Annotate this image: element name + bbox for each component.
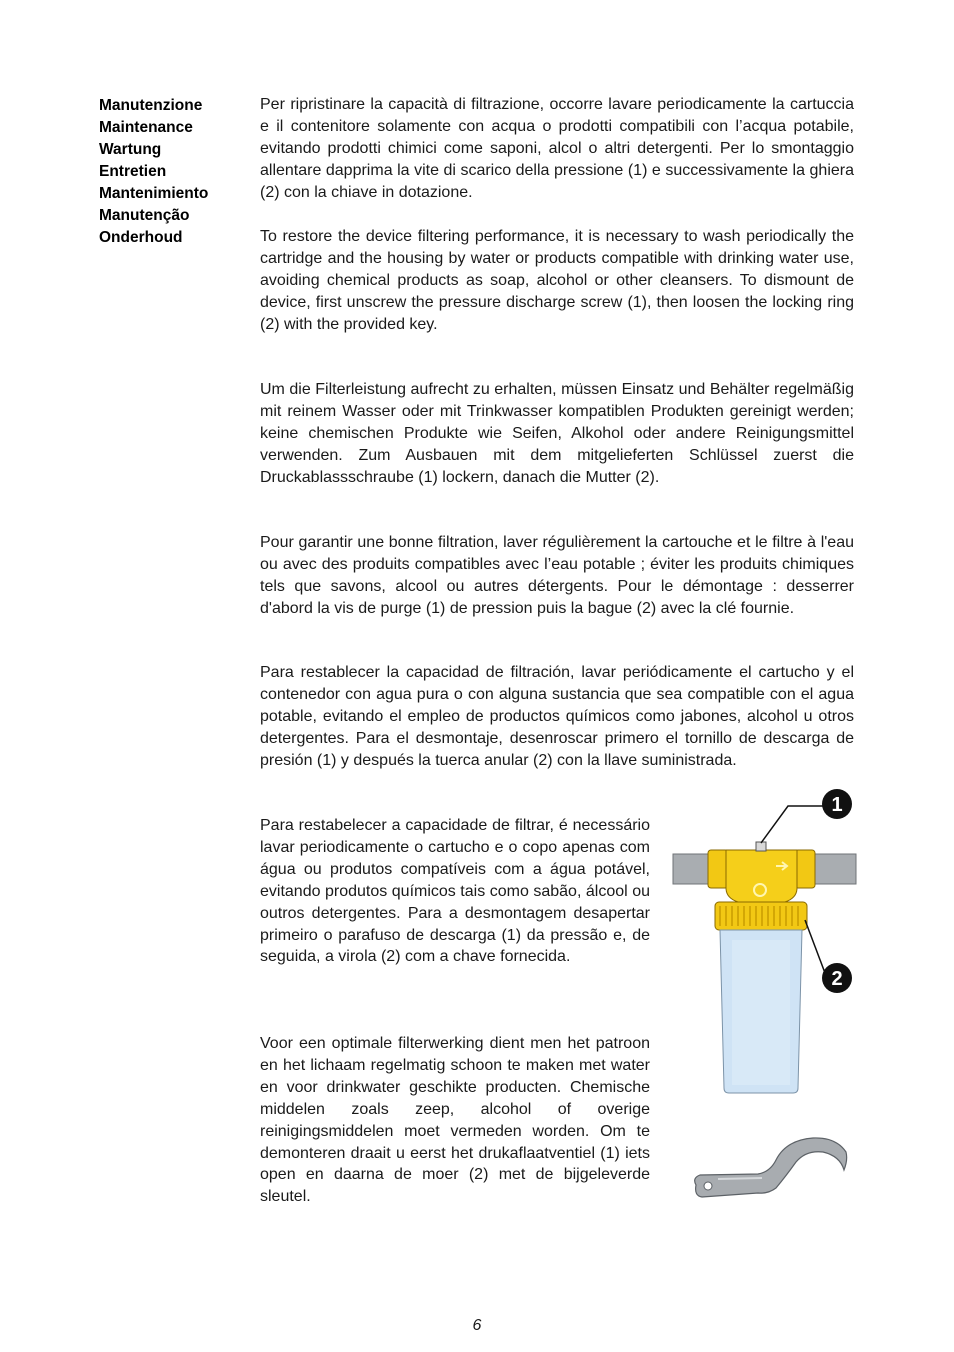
heading-en: Maintenance bbox=[99, 119, 193, 136]
paragraph-nl: Voor een optimale filterwerking dient men het patroon en het lichaam regelmatig schoon te maken met water en voor drinkwater geschikte producten. Chemische middelen zoals zeep, alcohol of overige reinigingsmiddelen moet vermeden worden. Om te demonteren draait u eerst het drukaflaatventiel (1) iets open en daarna de moer (2) met de bijgeleverde sleutel. bbox=[260, 1035, 650, 1206]
paragraph-fr: Pour garantir une bonne filtration, laver régulièrement la cartouche et le filtre à l'eau ou avec des produits compatibles avec l’eau potable ; éviter les produits chimiques tels que savons, alcool ou autres détergents. Pour le démontage : desserrer d'abord la vis de purge (1) de pression puis la bague (2) avec la clé fournie. bbox=[260, 534, 854, 617]
filter-head bbox=[726, 850, 797, 902]
heading-nl: Onderhoud bbox=[99, 229, 183, 246]
section-headings bbox=[99, 95, 249, 249]
paragraph-de: Um die Filterleistung aufrecht zu erhalten, müssen Einsatz und Behälter regelmäßig mit reinem Wasser oder mit Trinkwasser kompatiblen Produkten gereinigt werden; keine chemischen Produkte wie Seifen, Alkohol oder andere Reinigungsmittel verwenden. Zum Ausbauen mit dem mitgelieferten Schlüssel zuerst die Druckablassschraube (1) lockern, danach die Mutter (2). bbox=[260, 381, 854, 486]
page-number: 6 bbox=[472, 1317, 482, 1334]
svg-text:2: 2 bbox=[831, 968, 843, 990]
paragraph-en: To restore the device filtering performance, it is necessary to wash periodically the cartridge and the housing by water or products compatible with drinking water use, avoiding chemical products as soap, alcohol or other cleansers. To dismount de device, first unscrew the pressure discharge screw (1), then loosen the locking ring (2) with the provided key. bbox=[260, 228, 854, 333]
wrench-illustration bbox=[688, 1130, 853, 1210]
heading-fr: Entretien bbox=[99, 163, 167, 180]
heading-de: Wartung bbox=[99, 141, 162, 158]
heading-it: Manutenzione bbox=[99, 97, 203, 114]
paragraph-it: Per ripristinare la capacità di filtrazione, occorre lavare periodicamente la cartuccia e il contenitore solamente con acqua o prodotti compatibili con l’acqua potabile, evitando prodotti chimici come saponi, alcol o altri detergenti. Per lo smontaggio allentare dapprima la vite di scarico della pressione (1) e successivamente la ghiera (2) con la chiave in dotazione. bbox=[260, 96, 854, 201]
filter-illustration bbox=[660, 780, 860, 1120]
heading-pt: Manutenção bbox=[99, 207, 190, 224]
paragraph-pt: Para restabelecer a capacidade de filtrar, é necessário lavar periodicamente o cartucho e o copo apenas com água ou produtos compatíveis com a água potável, evitando produtos químicos tais como sabão, álcool ou outros detergentes. Para a desmontagem desapertar primeiro o parafuso de descarga (1) da pressão e, de seguida, a virola (2) com a chave fornecida. bbox=[260, 817, 650, 966]
paragraph-es: Para restablecer la capacidad de filtración, lavar periódicamente el cartucho y el contenedor con agua pura o con alguna sustancia que sea compatible con el agua potable, evitando el empleo de productos químicos como jabones, alcohol u otros detergentes. Para el desmontaje, desenroscar primero el tornillo de descarga de presión (1) y después la tuerca anular (2) con la llave suministrada. bbox=[260, 664, 854, 769]
heading-es: Mantenimiento bbox=[99, 185, 209, 202]
ring-nut bbox=[715, 902, 807, 930]
svg-text:1: 1 bbox=[831, 794, 843, 816]
wrench bbox=[695, 1138, 847, 1197]
